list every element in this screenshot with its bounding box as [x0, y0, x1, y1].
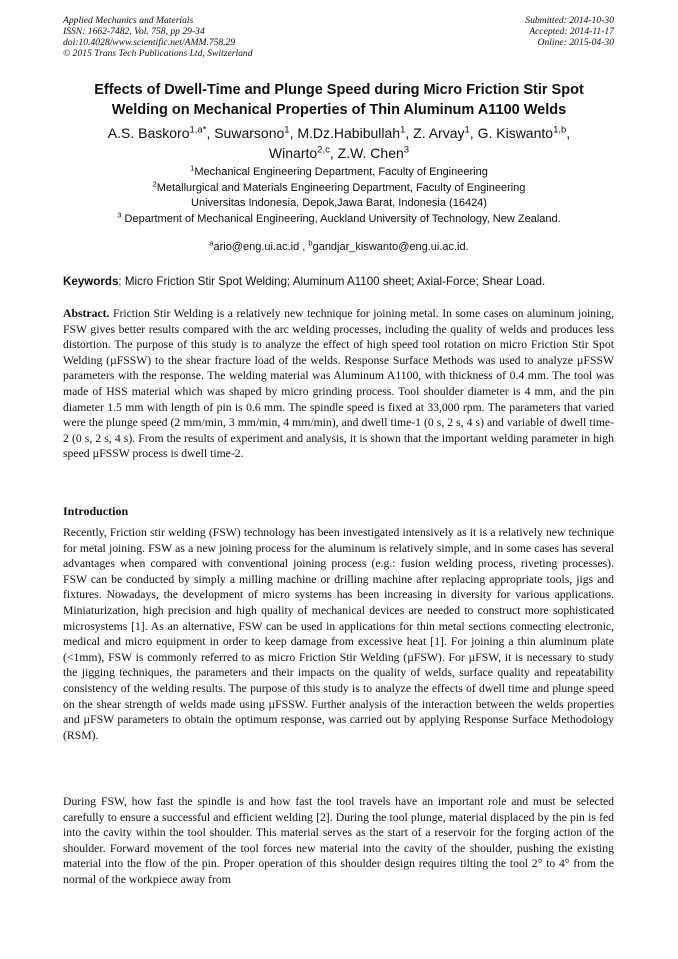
online-date: Online: 2015-04-30 — [537, 37, 614, 48]
abstract-text: Friction Stir Welding is a relatively new technique for joining metal. In some cases on aluminum joining, FSW gives better results compared with the arc welding processes, including the quality of welds and produces less distortion. The purpose of this study is to analyze the effect of high speed tool rotation on micro Friction Stir Spot Welding (µFSSW) to the shear fracture load of the welds. Response Surface Methods was used to analyze µFSSW parameters with the response. The welding material was Aluminum A1100, with thickness of 0.4 mm. The tool was made of HSS material which was shaped by micro grinding process. Tool shoulder diameter is 4 mm, and the pin diameter 1.5 mm with length of pin is 0.6 mm. The spindle speed is fixed at 33,000 rpm. The parameters that varied were the plunge speed (2 mm/min, 3 mm/min, 4 mm/min), and dwell time-1 (0 s, 2 s, 4 s) and variable of dwell time-2 (0 s, 2 s, 4 s). From the results of experiment and analysis, it is shown that the important welding parameter in high speed µFSSW process is dwell time-2. — [63, 307, 614, 461]
author-name: Suwarsono — [214, 125, 285, 141]
accepted-date: Accepted: 2014-11-17 — [529, 26, 614, 37]
author-affiliation-mark: 2,c — [317, 144, 330, 156]
submitted-date: Submitted: 2014-10-30 — [525, 15, 614, 26]
author-emails: $^a$ario@eng.ui.ac.id , $^b$gandjar_kiswanto@eng.ui.ac.id. — [209, 238, 469, 253]
author-affiliation-mark: 1 — [400, 124, 406, 136]
intro-paragraph-2: During FSW, how fast the spindle is and how fast the tool travels have an important role and must be selected carefully to ensure a successful and efficient welding [2]. During the tool plunge, material displaced by the pin is fed into the cavity within the tool shoulder. This material serves as the start of a reservoir for the forging action of the shoulder. Forward movement of the tool forces new material into the cavity of the shoulder, pushing the existing material into the flow of the pin. Proper operation of this shoulder design requires tilting the tool 2° to 4° from the normal of the workpiece away from — [63, 795, 614, 886]
issn-line: ISSN: 1662-7482, Vol. 758, pp 29-34 — [63, 26, 205, 37]
keywords — [63, 274, 615, 290]
paper-title — [40, 80, 638, 120]
affiliation-2-line-2: Universitas Indonesia, Depok,Jawa Barat, Indonesia (16424) — [191, 197, 487, 209]
author-name: A.S. Baskoro — [107, 125, 190, 141]
affiliation-3: $^3$ Department of Mechanical Engineering, Auckland University of Technology, New Zealand. — [117, 209, 561, 225]
affiliation-1: $^1$Mechanical Engineering Department, Faculty of Engineering — [190, 163, 488, 178]
author-name: Winarto — [268, 145, 318, 161]
intro-paragraph-1: Recently, Friction stir welding (FSW) technology has been investigated intensively as it is a relatively new technique for metal joining. FSW as a new joining process for the aluminum is relatively simple, and in some cases has several advantages when compared with conventional joining process (e.g.: fusion welding process, riveting processes). FSW can be conducted by simply a milling machine or drilling machine after replacing appropriate tools, jigs and fixtures. Nowadays, the development of micro systems has been increasing in diversity for various applications. Miniaturization, high precision and high quality of mechanical devices are needed to construct more sophisticated microsystems [1]. As an alternative, FSW can be used in applications for thin metal sections connecting electronic, medical and micro equipment in order to keep damage from excessive heat [1]. For joining a thin aluminum plate (<1mm), FSW is commonly referred to as micro Friction Stir Welding (µFSW). For µFSW, it is necessary to study the jigging techniques, the parameters and their impacts on the quality of welds, surface quality and repeatability consistency of the welding results. The purpose of this study is to analyze the effects of dwell time and plunge speed on the shear strength of welds made using µFSSW. Further analysis of the interaction between the welds properties and µFSW parameters to obtain the optimum response, was carried out by applying Response Surface Methodology (RSM). — [63, 526, 614, 742]
author-affiliation-mark: 1,a* — [189, 124, 207, 136]
journal-info — [63, 15, 253, 59]
author-affiliation-mark: 3 — [403, 144, 410, 156]
author-affiliation-mark: 1 — [284, 124, 290, 136]
title-line-2: Welding on Mechanical Properties of Thin Aluminum A1100 Welds — [111, 102, 567, 118]
email-link[interactable]: ario@eng.ui.ac.id , — [213, 241, 306, 253]
abstract — [63, 306, 614, 462]
submission-dates — [525, 15, 614, 48]
author-name: Z.W. Chen — [337, 145, 404, 161]
affiliations — [40, 165, 638, 227]
author-name: M.Dz.Habibullah — [297, 125, 401, 141]
doi-line: doi:10.4028/www.scientific.net/AMM.758.29 — [63, 37, 236, 48]
email-link[interactable]: gandjar_kiswanto@eng.ui.ac.id. — [312, 241, 469, 253]
author-list: A.S. Baskoro$^{1,a*}$, Suwarsono$^1$, M.Dz.Habibullah$^1$, Z. Arvay$^1$, G. Kiswanto$^{1,b}$, Winarto$^{2,c}$, Z.W. Chen$^3$ — [107, 124, 571, 161]
keywords-label: Keywords — [63, 275, 119, 288]
author-name: G. Kiswanto — [477, 125, 554, 141]
author-affiliation-mark: 1,b — [553, 124, 567, 136]
author-name: Z. Arvay — [413, 125, 465, 141]
affiliation-2: $^2$Metallurgical and Materials Engineering Department, Faculty of Engineering — [152, 178, 526, 194]
section-heading: Introduction — [63, 504, 129, 518]
copyright-line: © 2015 Trans Tech Publications Ltd, Switzerland — [63, 48, 253, 59]
keywords-text: : Micro Friction Stir Spot Welding; Aluminum A1100 sheet; Axial-Force; Shear Load. — [118, 275, 546, 288]
journal-name: Applied Mechanics and Materials — [63, 15, 194, 26]
author-affiliation-mark: 1 — [464, 124, 470, 136]
abstract-label: Abstract. — [63, 307, 110, 320]
title-line-1: Effects of Dwell-Time and Plunge Speed during Micro Friction Stir Spot — [94, 82, 584, 98]
